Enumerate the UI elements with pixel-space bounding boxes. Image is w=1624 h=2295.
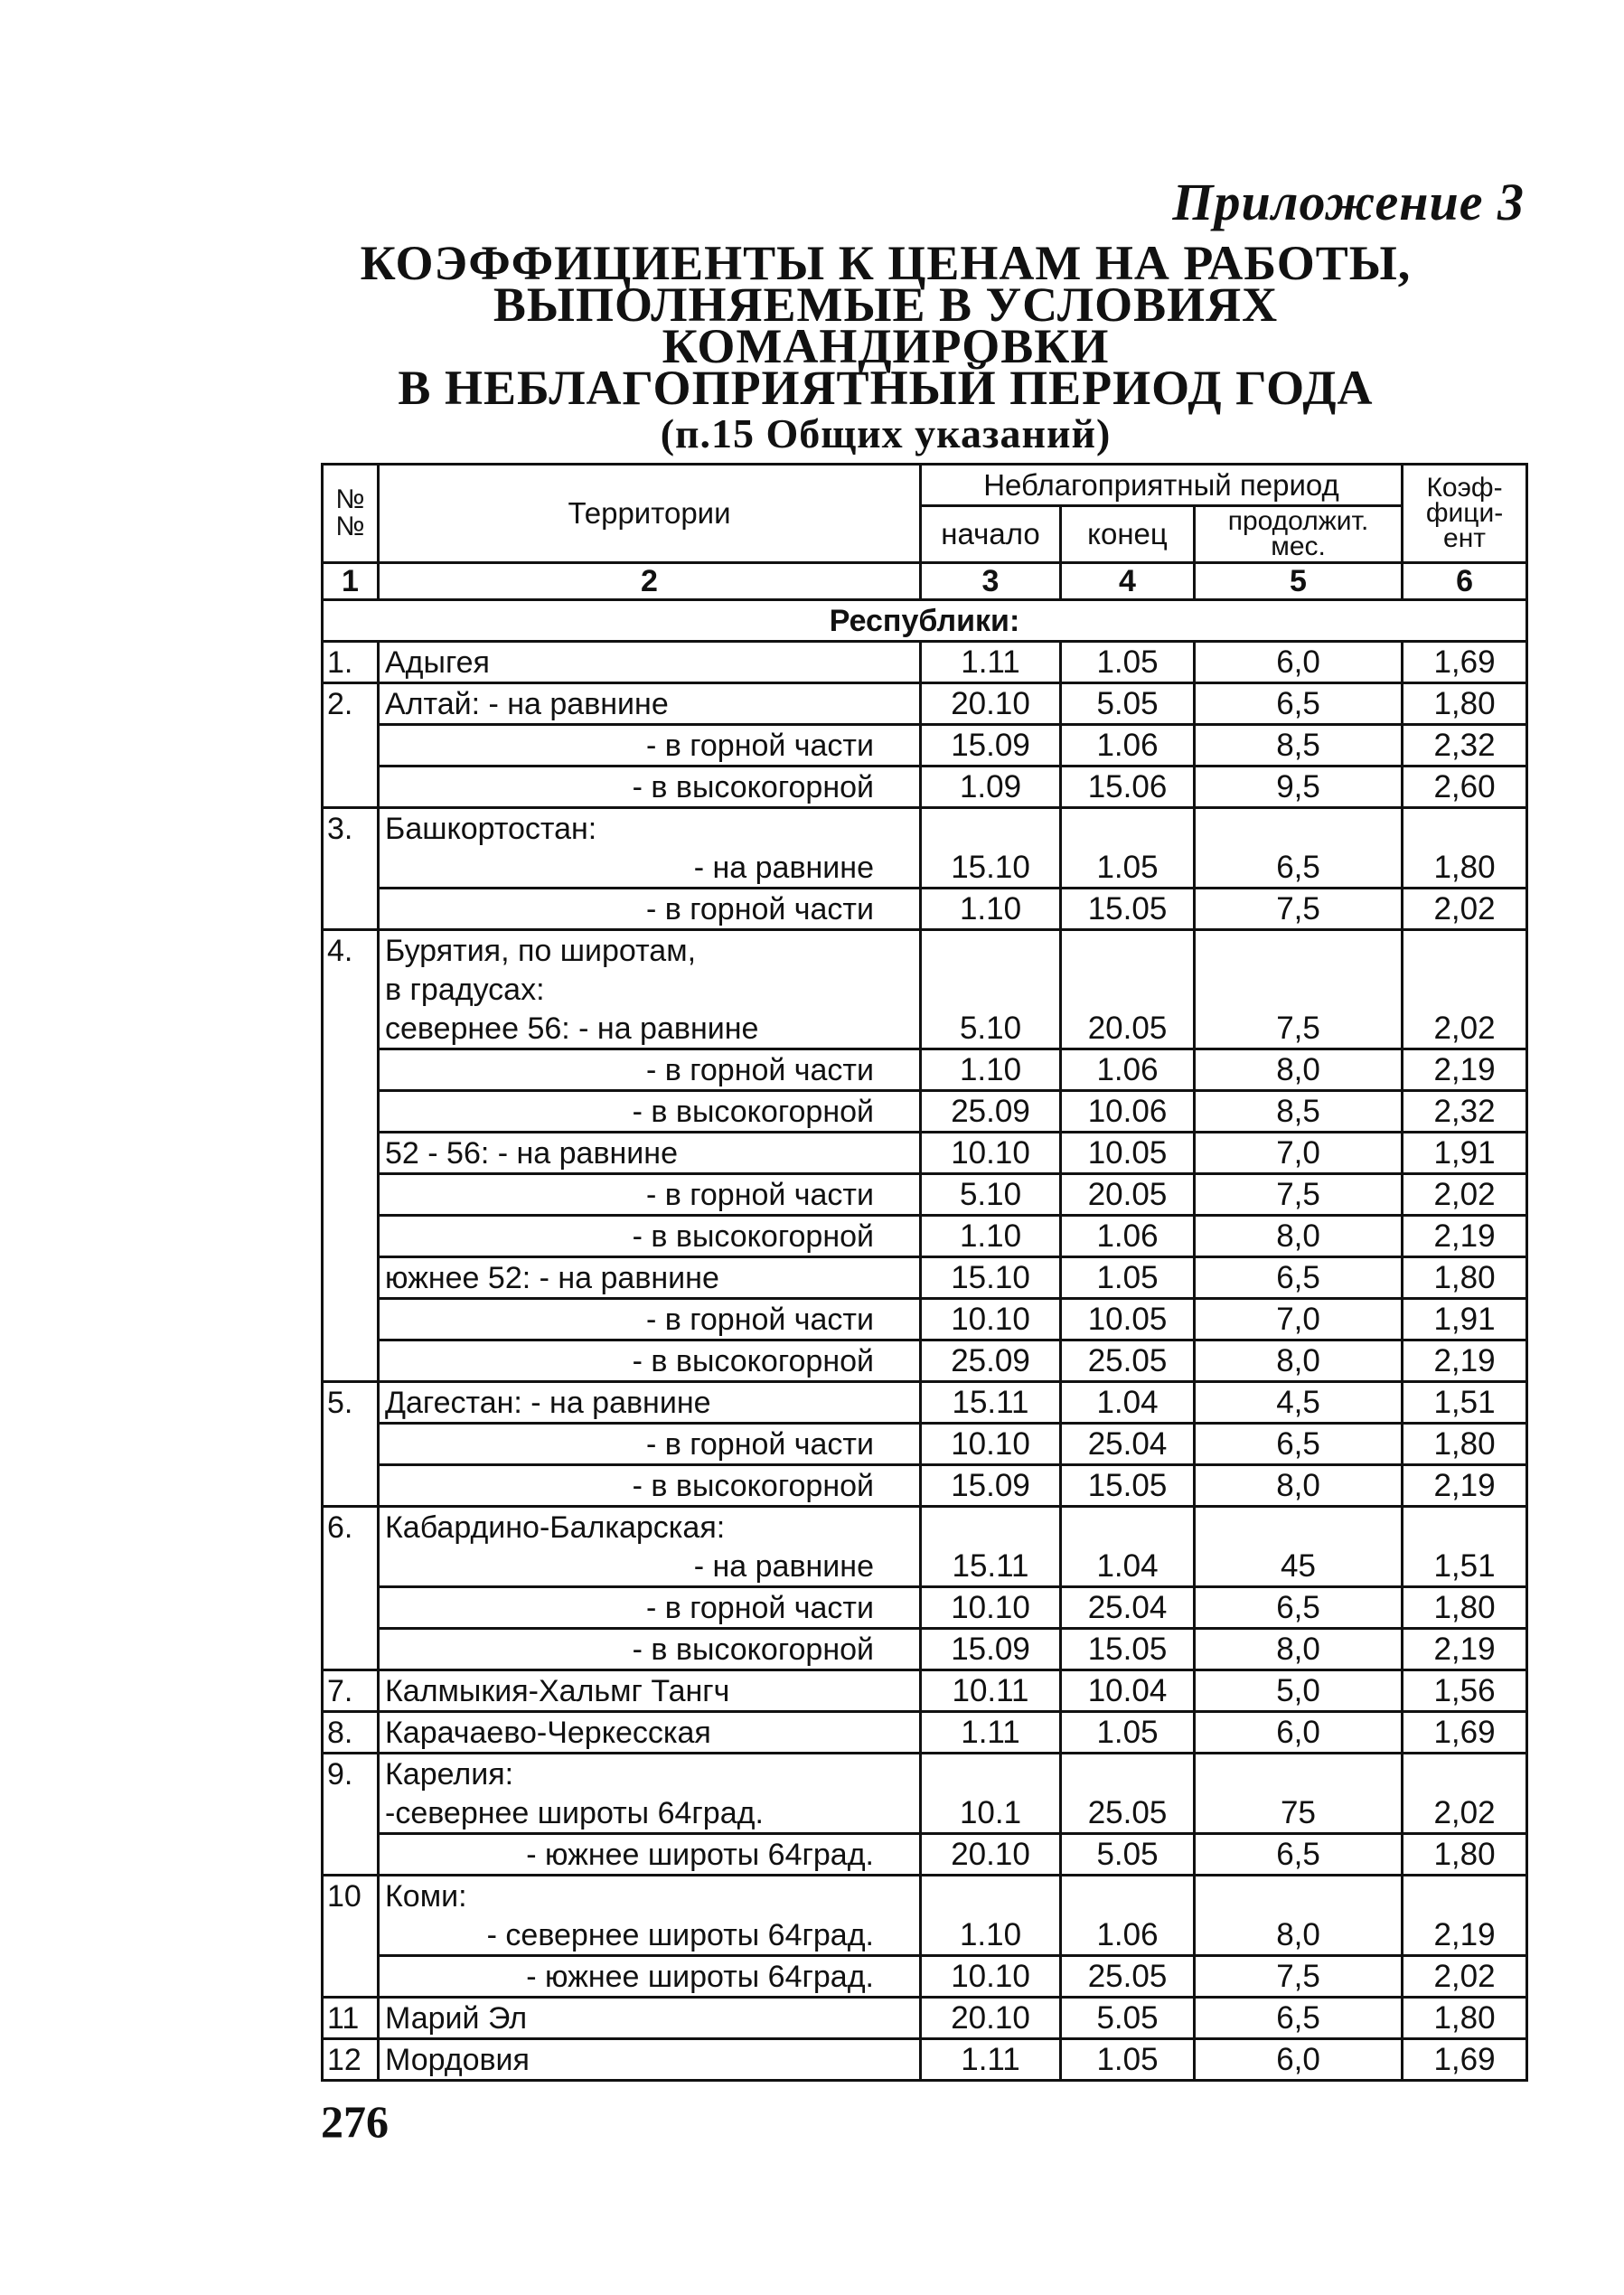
- document-title: [298, 236, 1473, 459]
- row-start: 10.10: [921, 1299, 1061, 1340]
- table-row: [323, 725, 1527, 767]
- row-territory: -севернее широты 64град.: [379, 1793, 921, 1834]
- row-territory: - в высокогорной: [379, 1629, 921, 1670]
- row-start: 1.09: [921, 767, 1061, 808]
- row-coefficient: 2,32: [1403, 725, 1527, 767]
- table-row: [323, 1216, 1527, 1257]
- row-duration: [1195, 930, 1403, 971]
- row-duration: 8,5: [1195, 725, 1403, 767]
- row-territory: - в высокогорной: [379, 1091, 921, 1133]
- row-start: 1.10: [921, 1216, 1061, 1257]
- table-row: [323, 1587, 1527, 1629]
- row-duration: 6,0: [1195, 2039, 1403, 2081]
- table-row: [323, 1049, 1527, 1091]
- row-start: 25.09: [921, 1091, 1061, 1133]
- row-duration: [1195, 1754, 1403, 1794]
- row-territory: - в высокогорной: [379, 1340, 921, 1382]
- row-territory: - в горной части: [379, 1424, 921, 1465]
- row-start: 5.10: [921, 1174, 1061, 1216]
- table-row: [323, 1340, 1527, 1382]
- row-start: 5.10: [921, 1009, 1061, 1049]
- row-duration: 8,0: [1195, 1465, 1403, 1507]
- row-start: 10.10: [921, 1956, 1061, 1998]
- row-coefficient: 2,02: [1403, 1956, 1527, 1998]
- table-row: [323, 889, 1527, 930]
- row-end: 1.06: [1061, 1915, 1195, 1956]
- row-start: 15.10: [921, 1257, 1061, 1299]
- table-row: [323, 1834, 1527, 1876]
- row-start: 20.10: [921, 683, 1061, 725]
- row-end: 1.06: [1061, 725, 1195, 767]
- row-coefficient: 1,80: [1403, 1998, 1527, 2039]
- row-start: 25.09: [921, 1340, 1061, 1382]
- row-territory: - севернее широты 64град.: [379, 1915, 921, 1956]
- row-duration: 6,5: [1195, 1587, 1403, 1629]
- row-index: [323, 1091, 379, 1133]
- header-duration: продолжит. мес.: [1195, 506, 1403, 563]
- row-start: [921, 930, 1061, 971]
- row-coefficient: 1,51: [1403, 1547, 1527, 1587]
- row-duration: 6,5: [1195, 848, 1403, 889]
- row-end: 20.05: [1061, 1174, 1195, 1216]
- row-duration: 6,5: [1195, 1834, 1403, 1876]
- row-coefficient: 2,19: [1403, 1629, 1527, 1670]
- row-start: 10.1: [921, 1793, 1061, 1834]
- row-coefficient: 1,91: [1403, 1133, 1527, 1174]
- table-row: [323, 970, 1527, 1009]
- row-index: [323, 1915, 379, 1956]
- row-duration: 8,0: [1195, 1915, 1403, 1956]
- row-index: 7.: [323, 1670, 379, 1712]
- row-start: 15.09: [921, 1465, 1061, 1507]
- row-end: 10.05: [1061, 1133, 1195, 1174]
- table-row: [323, 1174, 1527, 1216]
- table-row: [323, 1257, 1527, 1299]
- row-duration: 6,5: [1195, 683, 1403, 725]
- row-territory: Карачаево-Черкесская: [379, 1712, 921, 1754]
- row-coefficient: 1,80: [1403, 848, 1527, 889]
- row-duration: 7,5: [1195, 1956, 1403, 1998]
- row-coefficient: 1,69: [1403, 1712, 1527, 1754]
- table-row: [323, 1299, 1527, 1340]
- row-coefficient: 1,80: [1403, 1424, 1527, 1465]
- row-territory: - на равнине: [379, 1547, 921, 1587]
- row-coefficient: [1403, 970, 1527, 1009]
- row-index: 8.: [323, 1712, 379, 1754]
- row-end: 5.05: [1061, 1998, 1195, 2039]
- row-index: [323, 1587, 379, 1629]
- table-row: [323, 1915, 1527, 1956]
- row-start: [921, 808, 1061, 849]
- row-end: 25.04: [1061, 1424, 1195, 1465]
- row-coefficient: 1,80: [1403, 1834, 1527, 1876]
- table-row: [323, 683, 1527, 725]
- row-coefficient: 1,69: [1403, 642, 1527, 683]
- row-index: [323, 1793, 379, 1834]
- title-line-4: В НЕБЛАГОПРИЯТНЫЙ ПЕРИОД ГОДА: [398, 361, 1374, 415]
- title-line-1: КОЭФФИЦИЕНТЫ К ЦЕНАМ НА РАБОТЫ,: [360, 236, 1412, 290]
- row-coefficient: 2,19: [1403, 1915, 1527, 1956]
- row-start: 15.10: [921, 848, 1061, 889]
- row-coefficient: [1403, 1876, 1527, 1916]
- row-coefficient: 2,32: [1403, 1091, 1527, 1133]
- row-territory: - в высокогорной: [379, 1465, 921, 1507]
- row-territory: Калмыкия-Хальмг Тангч: [379, 1670, 921, 1712]
- row-territory: Алтай: - на равнине: [379, 683, 921, 725]
- row-start: [921, 1754, 1061, 1794]
- row-coefficient: 2,02: [1403, 1009, 1527, 1049]
- row-start: 15.09: [921, 725, 1061, 767]
- table-row: [323, 1133, 1527, 1174]
- table-row: [323, 1547, 1527, 1587]
- row-territory: - в горной части: [379, 725, 921, 767]
- table-row: [323, 1465, 1527, 1507]
- row-start: 1.10: [921, 889, 1061, 930]
- column-number: 4: [1061, 563, 1195, 600]
- row-index: 5.: [323, 1382, 379, 1424]
- row-start: 1.11: [921, 1712, 1061, 1754]
- row-coefficient: [1403, 930, 1527, 971]
- row-end: 15.06: [1061, 767, 1195, 808]
- row-coefficient: [1403, 808, 1527, 849]
- row-coefficient: 1,69: [1403, 2039, 1527, 2081]
- row-territory: Марий Эл: [379, 1998, 921, 2039]
- row-index: 3.: [323, 808, 379, 849]
- row-territory: - в высокогорной: [379, 1216, 921, 1257]
- row-start: 1.10: [921, 1049, 1061, 1091]
- row-duration: 75: [1195, 1793, 1403, 1834]
- row-territory: Коми:: [379, 1876, 921, 1916]
- table-row: [323, 767, 1527, 808]
- table-row: [323, 1712, 1527, 1754]
- row-end: [1061, 930, 1195, 971]
- row-duration: 5,0: [1195, 1670, 1403, 1712]
- row-coefficient: 2,19: [1403, 1465, 1527, 1507]
- row-territory: севернее 56: - на равнине: [379, 1009, 921, 1049]
- row-end: 15.05: [1061, 1465, 1195, 1507]
- row-index: 10: [323, 1876, 379, 1916]
- row-end: 10.06: [1061, 1091, 1195, 1133]
- row-territory: Башкортостан:: [379, 808, 921, 849]
- row-index: 2.: [323, 683, 379, 725]
- row-index: 9.: [323, 1754, 379, 1794]
- row-start: 10.10: [921, 1133, 1061, 1174]
- row-end: 5.05: [1061, 1834, 1195, 1876]
- section-republics: Республики:: [323, 600, 1527, 642]
- row-index: [323, 848, 379, 889]
- row-territory: Кабардино-Балкарская:: [379, 1507, 921, 1547]
- row-index: [323, 889, 379, 930]
- table-body: [323, 642, 1527, 2081]
- row-index: 6.: [323, 1507, 379, 1547]
- row-index: [323, 725, 379, 767]
- row-end: 1.04: [1061, 1547, 1195, 1587]
- row-duration: 9,5: [1195, 767, 1403, 808]
- header-coefficient: Коэф- фици- ент: [1403, 465, 1527, 563]
- row-index: [323, 1956, 379, 1998]
- column-number: 5: [1195, 563, 1403, 600]
- row-duration: 8,0: [1195, 1629, 1403, 1670]
- row-end: 1.06: [1061, 1049, 1195, 1091]
- header-number: № №: [323, 465, 379, 563]
- table-row: [323, 1382, 1527, 1424]
- table-row: [323, 1424, 1527, 1465]
- table-row: [323, 1670, 1527, 1712]
- row-duration: 4,5: [1195, 1382, 1403, 1424]
- row-coefficient: 2,02: [1403, 889, 1527, 930]
- row-coefficient: 2,19: [1403, 1340, 1527, 1382]
- row-index: [323, 1465, 379, 1507]
- row-start: 1.10: [921, 1915, 1061, 1956]
- row-start: 1.11: [921, 2039, 1061, 2081]
- row-index: [323, 1009, 379, 1049]
- row-duration: 7,5: [1195, 1009, 1403, 1049]
- row-index: 1.: [323, 642, 379, 683]
- row-coefficient: 2,02: [1403, 1793, 1527, 1834]
- row-index: [323, 1133, 379, 1174]
- table-row: [323, 1009, 1527, 1049]
- row-territory: - южнее широты 64град.: [379, 1834, 921, 1876]
- table-row: [323, 1091, 1527, 1133]
- row-index: [323, 1257, 379, 1299]
- row-territory: - в горной части: [379, 1587, 921, 1629]
- row-coefficient: 1,51: [1403, 1382, 1527, 1424]
- row-duration: 6,5: [1195, 1257, 1403, 1299]
- row-end: 25.05: [1061, 1340, 1195, 1382]
- table-row: [323, 642, 1527, 683]
- row-end: 20.05: [1061, 1009, 1195, 1049]
- row-territory: Мордовия: [379, 2039, 921, 2081]
- row-coefficient: 2,19: [1403, 1216, 1527, 1257]
- row-duration: [1195, 808, 1403, 849]
- appendix-label: Приложение 3: [1172, 173, 1525, 231]
- row-territory: - на равнине: [379, 848, 921, 889]
- row-coefficient: 2,19: [1403, 1049, 1527, 1091]
- row-index: [323, 767, 379, 808]
- row-end: 25.04: [1061, 1587, 1195, 1629]
- row-end: [1061, 970, 1195, 1009]
- row-territory: - в горной части: [379, 1299, 921, 1340]
- row-start: [921, 1507, 1061, 1547]
- row-duration: 8,5: [1195, 1091, 1403, 1133]
- row-end: 1.05: [1061, 1257, 1195, 1299]
- row-duration: 7,5: [1195, 889, 1403, 930]
- row-territory: Бурятия, по широтам,: [379, 930, 921, 971]
- row-duration: 45: [1195, 1547, 1403, 1587]
- table-row: [323, 1629, 1527, 1670]
- row-territory: - в горной части: [379, 889, 921, 930]
- row-duration: [1195, 1507, 1403, 1547]
- row-coefficient: 2,02: [1403, 1174, 1527, 1216]
- row-start: 20.10: [921, 1998, 1061, 2039]
- row-end: 1.05: [1061, 642, 1195, 683]
- table-row: [323, 2039, 1527, 2081]
- table-row: [323, 848, 1527, 889]
- column-number-row: [323, 563, 1527, 600]
- row-end: 15.05: [1061, 889, 1195, 930]
- row-end: [1061, 808, 1195, 849]
- row-index: [323, 1216, 379, 1257]
- header-territory: Территории: [379, 465, 921, 563]
- column-number: 3: [921, 563, 1061, 600]
- row-duration: 7,0: [1195, 1133, 1403, 1174]
- row-index: [323, 1174, 379, 1216]
- row-start: [921, 1876, 1061, 1916]
- row-start: 20.10: [921, 1834, 1061, 1876]
- row-territory: - в горной части: [379, 1174, 921, 1216]
- row-territory: 52 - 56: - на равнине: [379, 1133, 921, 1174]
- row-coefficient: 1,80: [1403, 683, 1527, 725]
- row-index: [323, 1299, 379, 1340]
- row-start: 10.11: [921, 1670, 1061, 1712]
- row-end: 10.04: [1061, 1670, 1195, 1712]
- row-index: [323, 1834, 379, 1876]
- row-end: 1.05: [1061, 848, 1195, 889]
- row-start: [921, 970, 1061, 1009]
- coefficients-table: [321, 463, 1528, 2082]
- row-coefficient: 1,80: [1403, 1587, 1527, 1629]
- row-end: [1061, 1876, 1195, 1916]
- header-period: Неблагоприятный период: [921, 465, 1403, 506]
- header-start: начало: [921, 506, 1061, 563]
- row-territory: Дагестан: - на равнине: [379, 1382, 921, 1424]
- row-coefficient: [1403, 1507, 1527, 1547]
- row-duration: [1195, 970, 1403, 1009]
- row-duration: 6,0: [1195, 1712, 1403, 1754]
- row-territory: - в высокогорной: [379, 767, 921, 808]
- row-duration: [1195, 1876, 1403, 1916]
- title-line-3: КОМАНДИРОВКИ: [662, 319, 1110, 373]
- row-index: [323, 970, 379, 1009]
- table-row: [323, 1876, 1527, 1916]
- row-index: [323, 1547, 379, 1587]
- row-duration: 8,0: [1195, 1340, 1403, 1382]
- table-row: [323, 930, 1527, 971]
- row-territory: южнее 52: - на равнине: [379, 1257, 921, 1299]
- row-index: 11: [323, 1998, 379, 2039]
- row-end: 1.04: [1061, 1382, 1195, 1424]
- column-number: 6: [1403, 563, 1527, 600]
- table-row: [323, 1956, 1527, 1998]
- row-end: 5.05: [1061, 683, 1195, 725]
- row-end: 1.05: [1061, 1712, 1195, 1754]
- row-start: 15.09: [921, 1629, 1061, 1670]
- row-territory: в градусах:: [379, 970, 921, 1009]
- row-coefficient: 1,56: [1403, 1670, 1527, 1712]
- column-number: 2: [379, 563, 921, 600]
- table-row: [323, 1754, 1527, 1794]
- row-coefficient: 1,91: [1403, 1299, 1527, 1340]
- row-start: 15.11: [921, 1547, 1061, 1587]
- table-row: [323, 1507, 1527, 1547]
- row-duration: 6,5: [1195, 1998, 1403, 2039]
- column-number: 1: [323, 563, 379, 600]
- row-end: 25.05: [1061, 1793, 1195, 1834]
- row-duration: 8,0: [1195, 1049, 1403, 1091]
- row-coefficient: 2,60: [1403, 767, 1527, 808]
- row-index: [323, 1340, 379, 1382]
- row-end: 1.06: [1061, 1216, 1195, 1257]
- row-index: [323, 1424, 379, 1465]
- row-end: 10.05: [1061, 1299, 1195, 1340]
- row-start: 15.11: [921, 1382, 1061, 1424]
- row-start: 1.11: [921, 642, 1061, 683]
- row-index: [323, 1049, 379, 1091]
- row-territory: Карелия:: [379, 1754, 921, 1794]
- row-coefficient: [1403, 1754, 1527, 1794]
- row-end: [1061, 1754, 1195, 1794]
- row-start: 10.10: [921, 1587, 1061, 1629]
- header-end: конец: [1061, 506, 1195, 563]
- row-index: 12: [323, 2039, 379, 2081]
- table-row: [323, 808, 1527, 849]
- row-territory: Адыгея: [379, 642, 921, 683]
- row-territory: - южнее широты 64град.: [379, 1956, 921, 1998]
- row-start: 10.10: [921, 1424, 1061, 1465]
- row-duration: 8,0: [1195, 1216, 1403, 1257]
- row-coefficient: 1,80: [1403, 1257, 1527, 1299]
- page-number: 276: [321, 2096, 389, 2147]
- title-line-5: (п.15 Общих указаний): [660, 410, 1112, 456]
- row-end: [1061, 1507, 1195, 1547]
- row-duration: 7,5: [1195, 1174, 1403, 1216]
- title-line-2: ВЫПОЛНЯЕМЫЕ В УСЛОВИЯХ: [493, 277, 1279, 332]
- table-row: [323, 1793, 1527, 1834]
- table-row: [323, 1998, 1527, 2039]
- row-index: 4.: [323, 930, 379, 971]
- row-duration: 7,0: [1195, 1299, 1403, 1340]
- row-end: 1.05: [1061, 2039, 1195, 2081]
- row-end: 15.05: [1061, 1629, 1195, 1670]
- row-index: [323, 1629, 379, 1670]
- row-duration: 6,5: [1195, 1424, 1403, 1465]
- row-end: 25.05: [1061, 1956, 1195, 1998]
- row-territory: - в горной части: [379, 1049, 921, 1091]
- row-duration: 6,0: [1195, 642, 1403, 683]
